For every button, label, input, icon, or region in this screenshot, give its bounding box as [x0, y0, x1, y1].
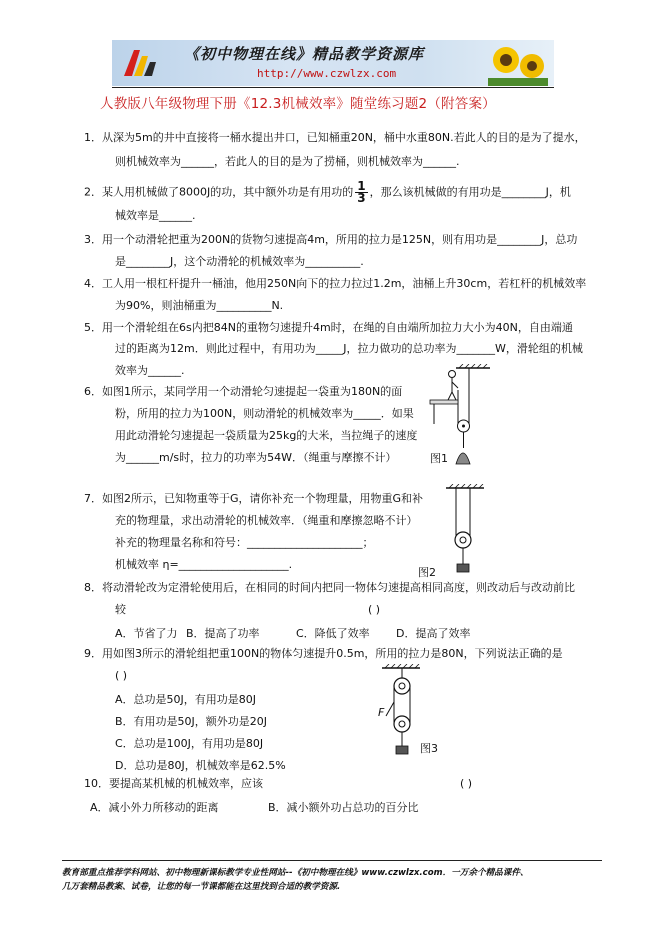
banner-title: 《初中物理在线》精品教学资源库 [184, 45, 425, 63]
q9-option-c: C．总功是100J，有用功是80J [115, 737, 264, 750]
q1-line1: 1．从深为5m的井中直接将一桶水提出井口，已知桶重20N，桶中水重80N.若此人的目的是为了提水， [84, 131, 586, 144]
q9-option-a: A．总功是50J，有用功是80J [115, 693, 257, 706]
fraction-numerator: 1 [357, 179, 366, 193]
q9-option-d: D．总功是80J，机械效率是62.5% [115, 759, 286, 772]
figure2-pulley-diagram [444, 484, 486, 576]
q9-option-b: B．有用功是50J，额外功是20J [115, 715, 268, 728]
q8-answer-paren: ( ) [368, 603, 381, 616]
site-logo-icon [120, 46, 160, 80]
header-rule [112, 87, 554, 88]
q10-option-b: B．减小额外功占总功的百分比 [268, 801, 419, 814]
q7-line3: 补充的物理量名称和符号：_____________________； [115, 536, 374, 549]
q8-option-c: C．降低了效率 [296, 627, 370, 640]
q5-line1: 5．用一个滑轮组在6s内把84N的重物匀速提升4m时，在绳的自由端所加拉力大小为40N，自由端通 [84, 321, 573, 334]
sunflower-icon [488, 42, 548, 86]
figure1-label: 图1 [430, 452, 448, 465]
q8-line1: 8．将动滑轮改为定滑轮使用后，在相同的时间内把同一物体匀速提高相同高度，则改动后与改动前比 [84, 581, 575, 594]
figure3-label: 图3 [420, 742, 438, 755]
q5-line3: 效率为______. [115, 364, 185, 377]
q6-line2: 粉，所用的拉力为100N，则动滑轮的机械效率为_____．如果 [115, 407, 414, 420]
header-banner [112, 40, 554, 86]
q2-text-b: ，那么该机械做的有用功是________J，机 [369, 185, 571, 199]
q10-option-a: A．减小外力所移动的距离 [90, 801, 219, 814]
q7-line4: 机械效率 η=____________________. [115, 558, 293, 571]
q7-line1: 7．如图2所示，已知物重等于G，请你补充一个物理量，用物重G和补 [84, 492, 424, 505]
q8-option-b: B．提高了功率 [186, 627, 260, 640]
q7-line2: 充的物理量，求出动滑轮的机械效率．（绳重和摩擦忽略不计） [115, 514, 418, 527]
q2-line2: 械效率是______. [115, 209, 196, 222]
q6-line3: 用此动滑轮匀速提起一袋质量为25kg的大米，当拉绳子的速度 [115, 429, 418, 442]
q3-line1: 3．用一个动滑轮把重为200N的货物匀速提高4m，所用的拉力是125N，则有用功是________J，总功 [84, 233, 578, 246]
q4-line2: 为90%，则油桶重为__________N. [115, 299, 284, 312]
q3-line2: 是________J，这个动滑轮的机械效率为__________. [115, 255, 364, 268]
q6-line1: 6．如图1所示，某同学用一个动滑轮匀速提起一袋重为180N的面 [84, 385, 403, 398]
footer-rule [62, 860, 602, 861]
fraction-denominator: 3 [357, 191, 366, 205]
figure3-force-label: F [378, 706, 385, 719]
q2-text-a: 2．某人用机械做了8000J的功，其中额外功是有用功的 [84, 185, 354, 199]
q9-line1: 9．用如图3所示的滑轮组把重100N的物体匀速提升0.5m，所用的拉力是80N，下列说法正确的是 [84, 647, 563, 660]
figure2-label: 图2 [418, 566, 436, 579]
footer-line2: 几万套精品教案、试卷，让您的每一节课都能在这里找到合适的教学资源. [62, 882, 341, 892]
q8-line2: 较 [115, 603, 126, 616]
q2-fraction [355, 181, 367, 204]
q1-line2: 则机械效率为______，若此人的目的是为了捞桶，则机械效率为______. [115, 155, 460, 168]
q9-answer-paren: ( ) [115, 669, 128, 682]
banner-url: http://www.czwlzx.com [257, 67, 397, 80]
q2-line1 [84, 181, 571, 204]
q8-option-d: D．提高了效率 [396, 627, 471, 640]
footer-line1: 教育部重点推荐学科网站、初中物理新课标教学专业性网站--《初中物理在线》www.czwlzx.com．一万余个精品课件、 [62, 868, 529, 878]
q6-line4: 为______m/s时，拉力的功率为54W．（绳重与摩擦不计） [115, 451, 397, 464]
document-title: 人教版八年级物理下册《12.3机械效率》随堂练习题2（附答案） [100, 96, 496, 112]
q10-answer-paren: ( ) [460, 777, 473, 790]
q10-line1: 10．要提高某机械的机械效率，应该 [84, 777, 263, 790]
q8-option-a: A．节省了力 [115, 627, 178, 640]
q4-line1: 4．工人用一根杠杆提升一桶油，他用250N向下的拉力拉过1.2m，油桶上升30cm，若杠杆的机械效率 [84, 277, 587, 290]
q5-line2: 过的距离为12m．则此过程中，有用功为_____J，拉力做功的总功率为_______W，滑轮组的机械 [115, 342, 583, 355]
